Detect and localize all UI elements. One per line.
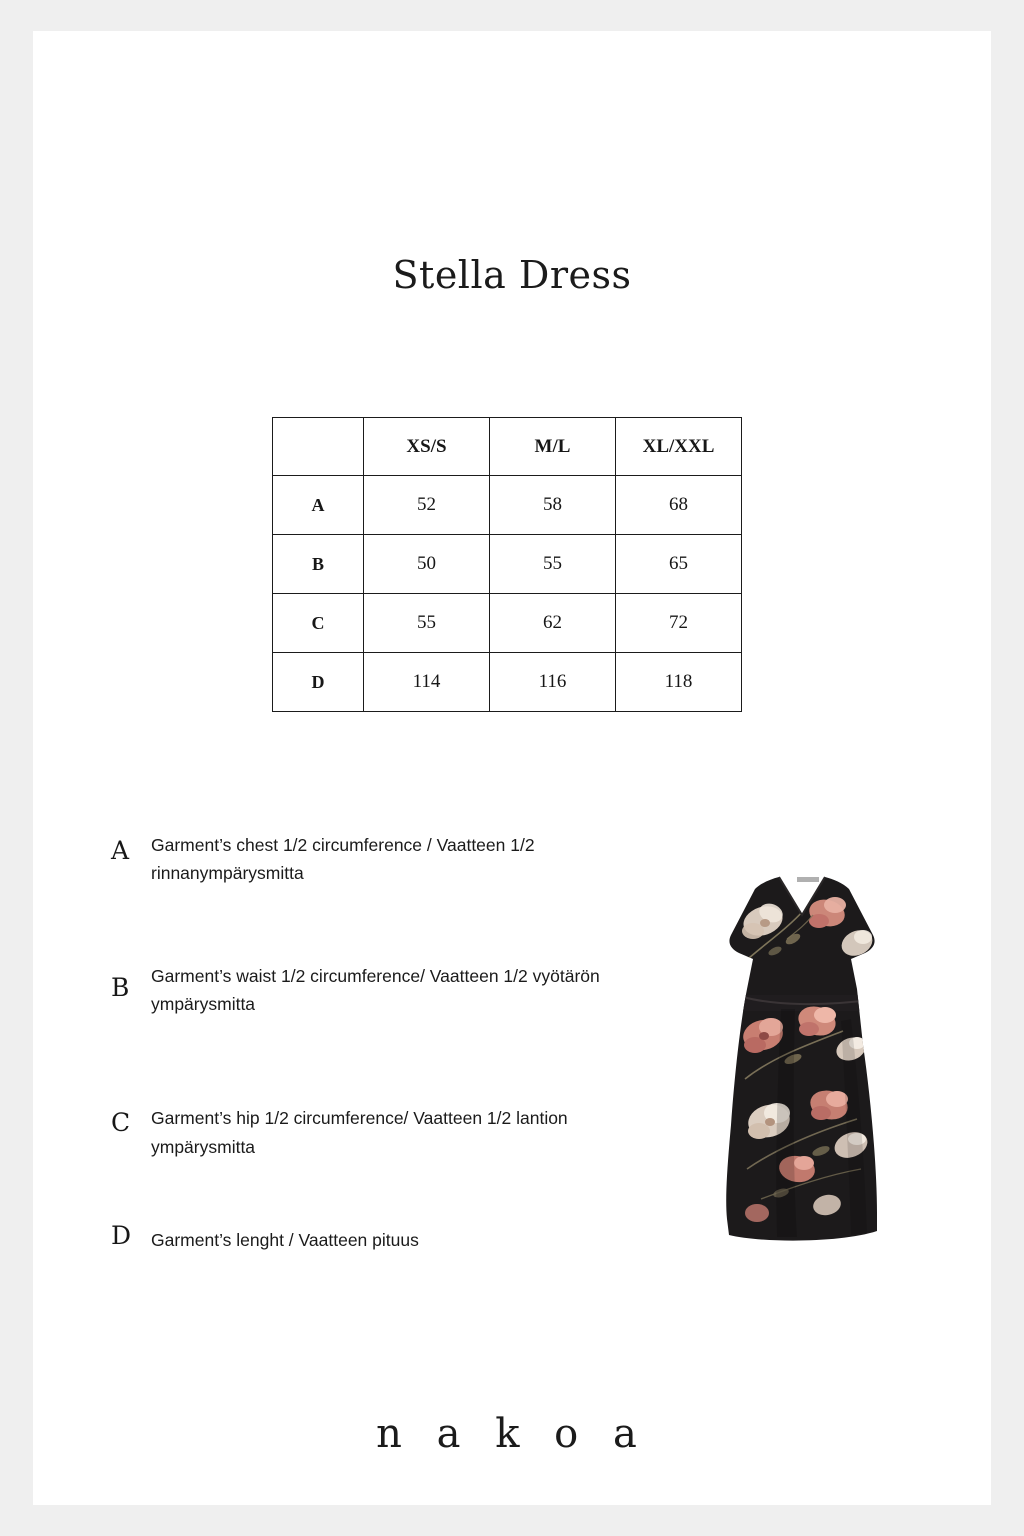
cell-a-xs-s: 52 bbox=[364, 476, 490, 535]
row-label-a: A bbox=[273, 476, 364, 535]
cell-d-xs-s: 114 bbox=[364, 653, 490, 712]
column-header-xl-xxl: XL/XXL bbox=[616, 418, 742, 476]
table-row bbox=[273, 653, 742, 712]
legend-item-a bbox=[111, 831, 671, 888]
table-header-row bbox=[273, 418, 742, 476]
cell-a-xl-xxl: 68 bbox=[616, 476, 742, 535]
legend-letter-a: A bbox=[111, 836, 130, 865]
cell-c-xl-xxl: 72 bbox=[616, 594, 742, 653]
size-chart-table bbox=[272, 417, 742, 712]
legend-letter-c: C bbox=[111, 1108, 131, 1138]
cell-d-m-l: 116 bbox=[490, 653, 616, 712]
cell-c-xs-s: 55 bbox=[364, 594, 490, 653]
legend-item-d bbox=[111, 1221, 671, 1254]
legend-text-b: Garment’s waist 1/2 circumference/ Vaatteen 1/2 vyötärön ympärysmitta bbox=[151, 965, 600, 1015]
page-title: Stella Dress bbox=[392, 253, 632, 297]
legend-letter-b: B bbox=[111, 972, 130, 1002]
cell-b-m-l: 55 bbox=[490, 535, 616, 594]
table-row bbox=[273, 476, 742, 535]
legend-letter-d: D bbox=[111, 1221, 132, 1251]
brand-logo: n a k o a bbox=[376, 1411, 648, 1457]
legend-text-c: Garment’s hip 1/2 circumference/ Vaatteen 1/2 lantion ympärysmitta bbox=[151, 1108, 568, 1157]
row-label-c: C bbox=[273, 594, 364, 653]
table-row bbox=[273, 535, 742, 594]
column-header-m-l: M/L bbox=[490, 418, 616, 476]
cell-c-m-l: 62 bbox=[490, 594, 616, 653]
column-header-xs-s: XS/S bbox=[364, 418, 490, 476]
row-label-b: B bbox=[273, 535, 364, 594]
document-page bbox=[33, 31, 991, 1505]
legend-text-d: Garment’s lenght / Vaatteen pituus bbox=[151, 1230, 419, 1251]
floral-dress-photo bbox=[701, 869, 911, 1279]
legend-text-a: Garment’s chest 1/2 circumference / Vaatteen 1/2 rinnanympärysmitta bbox=[151, 835, 535, 884]
measurement-legend bbox=[111, 831, 671, 1254]
table-row bbox=[273, 594, 742, 653]
cell-a-m-l: 58 bbox=[490, 476, 616, 535]
cell-b-xl-xxl: 65 bbox=[616, 535, 742, 594]
table-corner-cell bbox=[273, 418, 364, 476]
legend-item-c bbox=[111, 1104, 671, 1161]
legend-item-b bbox=[111, 962, 671, 1019]
cell-d-xl-xxl: 118 bbox=[616, 653, 742, 712]
row-label-d: D bbox=[273, 653, 364, 712]
cell-b-xs-s: 50 bbox=[364, 535, 490, 594]
